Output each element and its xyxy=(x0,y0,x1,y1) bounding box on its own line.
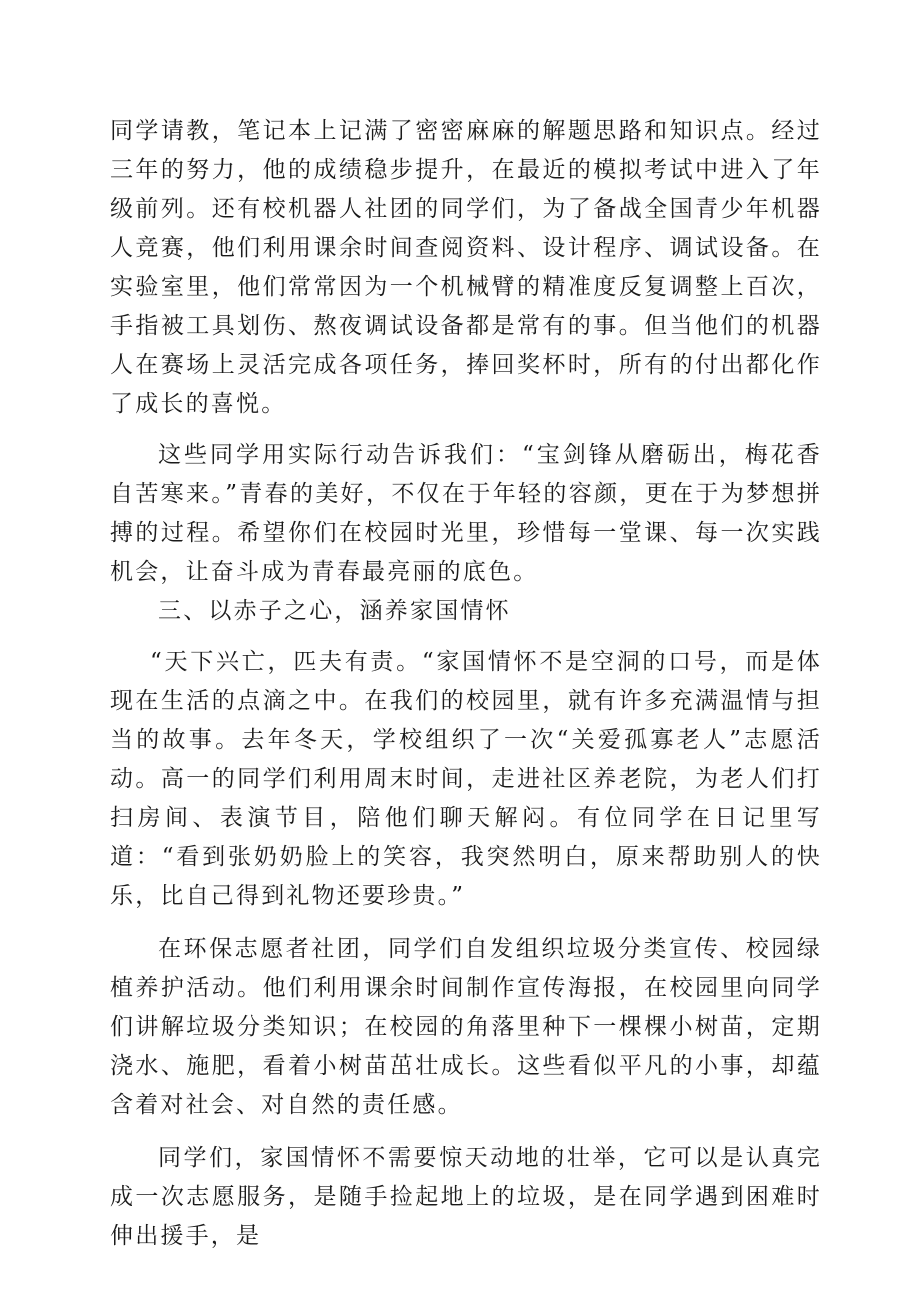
paragraph-youth-striving: 这些同学用实际行动告诉我们：“宝剑锋从磨砺出，梅花香自苦寒来。”青春的美好，不仅在于年轻的容颜，更在于为梦想拼搏的过程。希望你们在校园时光里，珍惜每一堂课、每一次实践机会，让奋斗成为青春最亮丽的底色。 xyxy=(110,442,822,585)
paragraph-volunteer-story: “天下兴亡，匹夫有责。“家国情怀不是空洞的口号，而是体现在生活的点滴之中。在我们的校园里，就有许多充满温情与担当的故事。去年冬天，学校组织了一次“关爱孤寡老人”志愿活动。高一的同学们利用周末时间，走进社区养老院，为老人们打扫房间、表演节目，陪他们聊天解闷。有位同学在日记里写道：“看到张奶奶脸上的笑容，我突然明白，原来帮助别人的快乐，比自己得到礼物还要珍贵。” xyxy=(110,649,822,909)
paragraph-environment-club: 在环保志愿者社团，同学们自发组织垃圾分类宣传、校园绿植养护活动。他们利用课余时间制作宣传海报，在校园里向同学们讲解垃圾分类知识；在校园的角落里种下一棵棵小树苗，定期浇水、施肥，看着小树苗茁壮成长。这些看似平凡的小事，却蕴含着对社会、对自然的责任感。 xyxy=(110,936,822,1118)
section-heading: 三、以赤子之心，涵养家国情怀 xyxy=(158,598,511,624)
document-body xyxy=(110,112,822,1256)
paragraph-continued: 同学请教，笔记本上记满了密密麻麻的解题思路和知识点。经过三年的努力，他的成绩稳步提升，在最近的模拟考试中进入了年级前列。还有校机器人社团的同学们，为了备战全国青少年机器人竞赛，他们利用课余时间查阅资料、设计程序、调试设备。在实验室里，他们常常因为一个机械臂的精准度反复调整上百次，手指被工具划伤、熬夜调试设备都是常有的事。但当他们的机器人在赛场上灵活完成各项任务，捧回奖杯时，所有的付出都化作了成长的喜悦。 xyxy=(110,118,822,417)
paragraph-closing: 同学们，家国情怀不需要惊天动地的壮举，它可以是认真完成一次志愿服务，是随手捡起地上的垃圾，是在同学遇到困难时伸出援手，是 xyxy=(110,1145,822,1249)
